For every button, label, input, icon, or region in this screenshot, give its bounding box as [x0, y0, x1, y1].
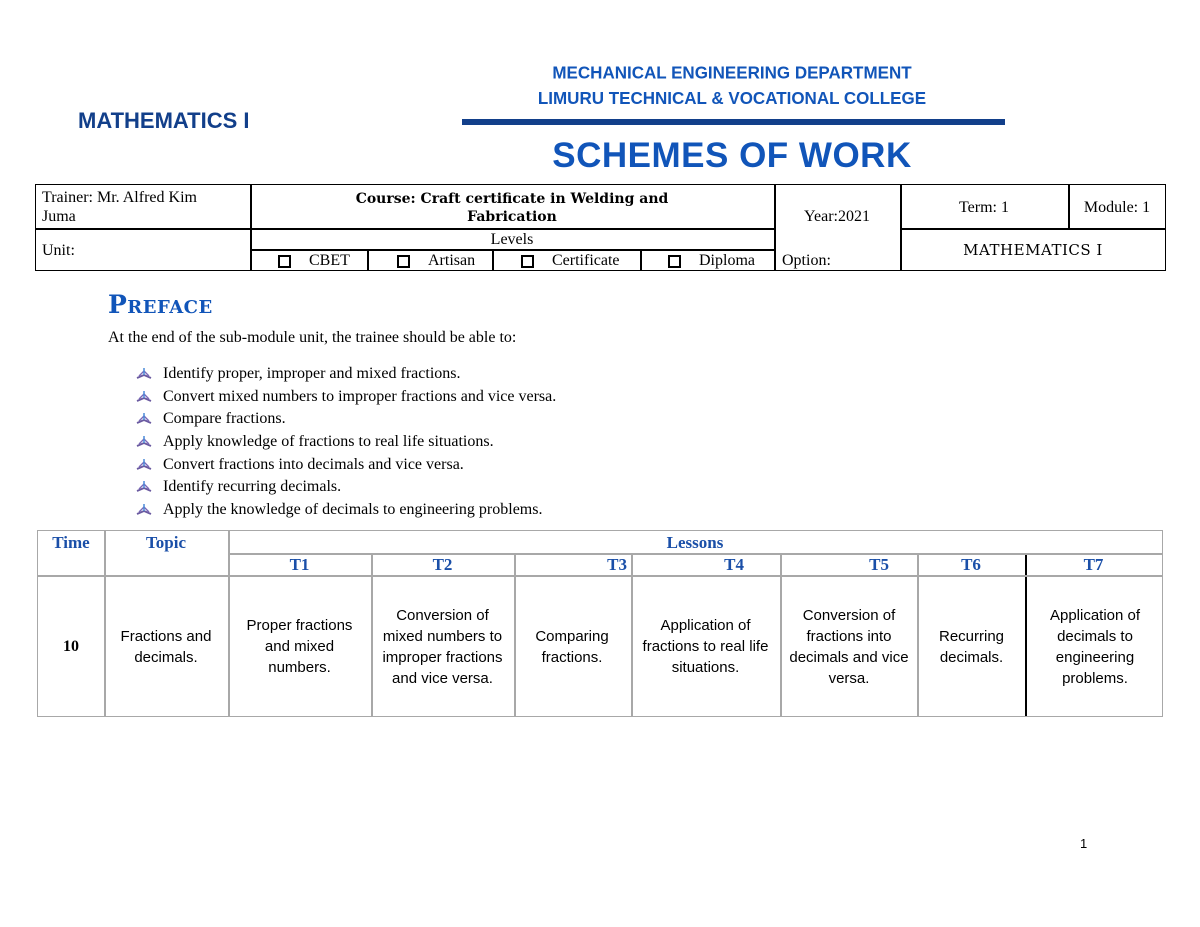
course-name-cont: Fabrication: [467, 209, 557, 225]
col-header-lessons: Lessons: [666, 533, 724, 552]
list-item: [136, 386, 556, 409]
list-item: [136, 431, 556, 454]
checkbox-icon[interactable]: [278, 255, 291, 268]
objective-text: Identify recurring decimals.: [163, 478, 342, 496]
divider: [631, 554, 633, 716]
header-divider: [462, 119, 1005, 125]
book-bullet-icon: [136, 390, 152, 404]
divider: [640, 249, 642, 271]
lesson-head-t4: T4: [724, 555, 744, 574]
lesson-t2: Conversion of mixed numbers to improper fractions and vice versa.: [382, 606, 503, 687]
lesson-t3: Comparing fractions.: [535, 627, 609, 666]
book-bullet-icon: [136, 458, 152, 472]
lesson-t6: Recurring decimals.: [938, 627, 1005, 666]
trainer-name-cont: Juma: [42, 208, 76, 225]
checkbox-icon[interactable]: [397, 255, 410, 268]
topic-value: Fractions and decimals.: [120, 627, 212, 666]
divider: [900, 228, 1166, 230]
list-item: [136, 453, 556, 476]
book-bullet-icon: [136, 367, 152, 381]
module-cell: Module: 1: [1083, 199, 1151, 216]
objective-text: Compare fractions.: [163, 410, 286, 428]
objective-text: Convert fractions into decimals and vice versa.: [163, 455, 464, 473]
list-item: [136, 476, 556, 499]
objective-text: Apply the knowledge of decimals to engineering problems.: [163, 500, 543, 518]
lesson-head-t6: T6: [961, 555, 981, 574]
unit-label: Unit:: [42, 242, 75, 259]
list-item: [136, 499, 556, 522]
objective-text: Apply knowledge of fractions to real life situations.: [163, 433, 494, 451]
lesson-t1: Proper fractions and mixed numbers.: [246, 617, 353, 676]
list-item: [136, 408, 556, 431]
book-bullet-icon: [136, 435, 152, 449]
info-table: [35, 184, 1166, 271]
divider: [371, 554, 373, 716]
divider: [780, 554, 782, 716]
lesson-head-t2: T2: [432, 555, 453, 574]
department-name: MECHANICAL ENGINEERING DEPARTMENT: [552, 62, 912, 83]
lesson-head-t3: T3: [607, 555, 627, 574]
lesson-head-t1: T1: [289, 555, 310, 574]
levels-label: Levels: [490, 231, 534, 248]
lesson-t4: Application of fractions to real life situations.: [642, 617, 769, 676]
list-item: [136, 363, 556, 386]
term-cell: Term: 1: [959, 199, 1009, 216]
level-cbet[interactable]: [278, 251, 350, 271]
divider: [774, 185, 776, 271]
subject-title: MATHEMATICS I: [78, 108, 250, 133]
course-name: Course: Craft certificate in Welding and: [355, 191, 669, 207]
objectives-list: [136, 363, 556, 521]
level-label: Artisan: [428, 252, 476, 269]
preface-intro: At the end of the sub-module unit, the trainee should be able to:: [108, 329, 517, 346]
checkbox-icon[interactable]: [521, 255, 534, 268]
divider: [104, 531, 106, 716]
divider: [367, 249, 369, 271]
col-header-topic: Topic: [145, 533, 186, 552]
option-label: Option:: [782, 252, 831, 269]
divider: [492, 249, 494, 271]
book-bullet-icon: [136, 503, 152, 517]
page-title: SCHEMES OF WORK: [552, 136, 912, 175]
college-name: LIMURU TECHNICAL & VOCATIONAL COLLEGE: [537, 88, 927, 109]
trainer-cell: [42, 188, 247, 226]
lesson-t5: Conversion of fractions into decimals and vice versa.: [789, 606, 909, 687]
level-diploma[interactable]: [668, 251, 755, 271]
col-header-time: Time: [52, 533, 90, 552]
divider: [514, 554, 516, 716]
divider: [917, 554, 919, 716]
book-bullet-icon: [136, 480, 152, 494]
preface-heading: Preface: [108, 290, 213, 319]
lesson-head-t5: T5: [869, 555, 889, 574]
lesson-t7: Application of decimals to engineering problems.: [1049, 606, 1141, 687]
lesson-head-t7: T7: [1083, 555, 1104, 574]
level-certificate[interactable]: [521, 251, 620, 271]
level-label: Diploma: [699, 252, 755, 269]
checkbox-icon[interactable]: [668, 255, 681, 268]
unit-name: MATHEMATICS I: [963, 241, 1103, 259]
objective-text: Convert mixed numbers to improper fractions and vice versa.: [163, 387, 557, 405]
book-bullet-icon: [136, 412, 152, 426]
time-value: 10: [63, 638, 79, 655]
level-artisan[interactable]: [397, 251, 475, 271]
course-cell: [250, 190, 774, 226]
divider: [1025, 554, 1027, 716]
lessons-table: [37, 530, 1163, 717]
objective-text: Identify proper, improper and mixed fractions.: [163, 365, 461, 383]
level-label: Certificate: [552, 252, 620, 269]
department-header: [462, 61, 1002, 111]
level-label: CBET: [309, 252, 350, 269]
page-number: 1: [1080, 836, 1088, 851]
year-cell: Year:2021: [804, 208, 870, 225]
trainer-name: Trainer: Mr. Alfred Kim: [42, 189, 197, 206]
divider: [36, 228, 250, 230]
